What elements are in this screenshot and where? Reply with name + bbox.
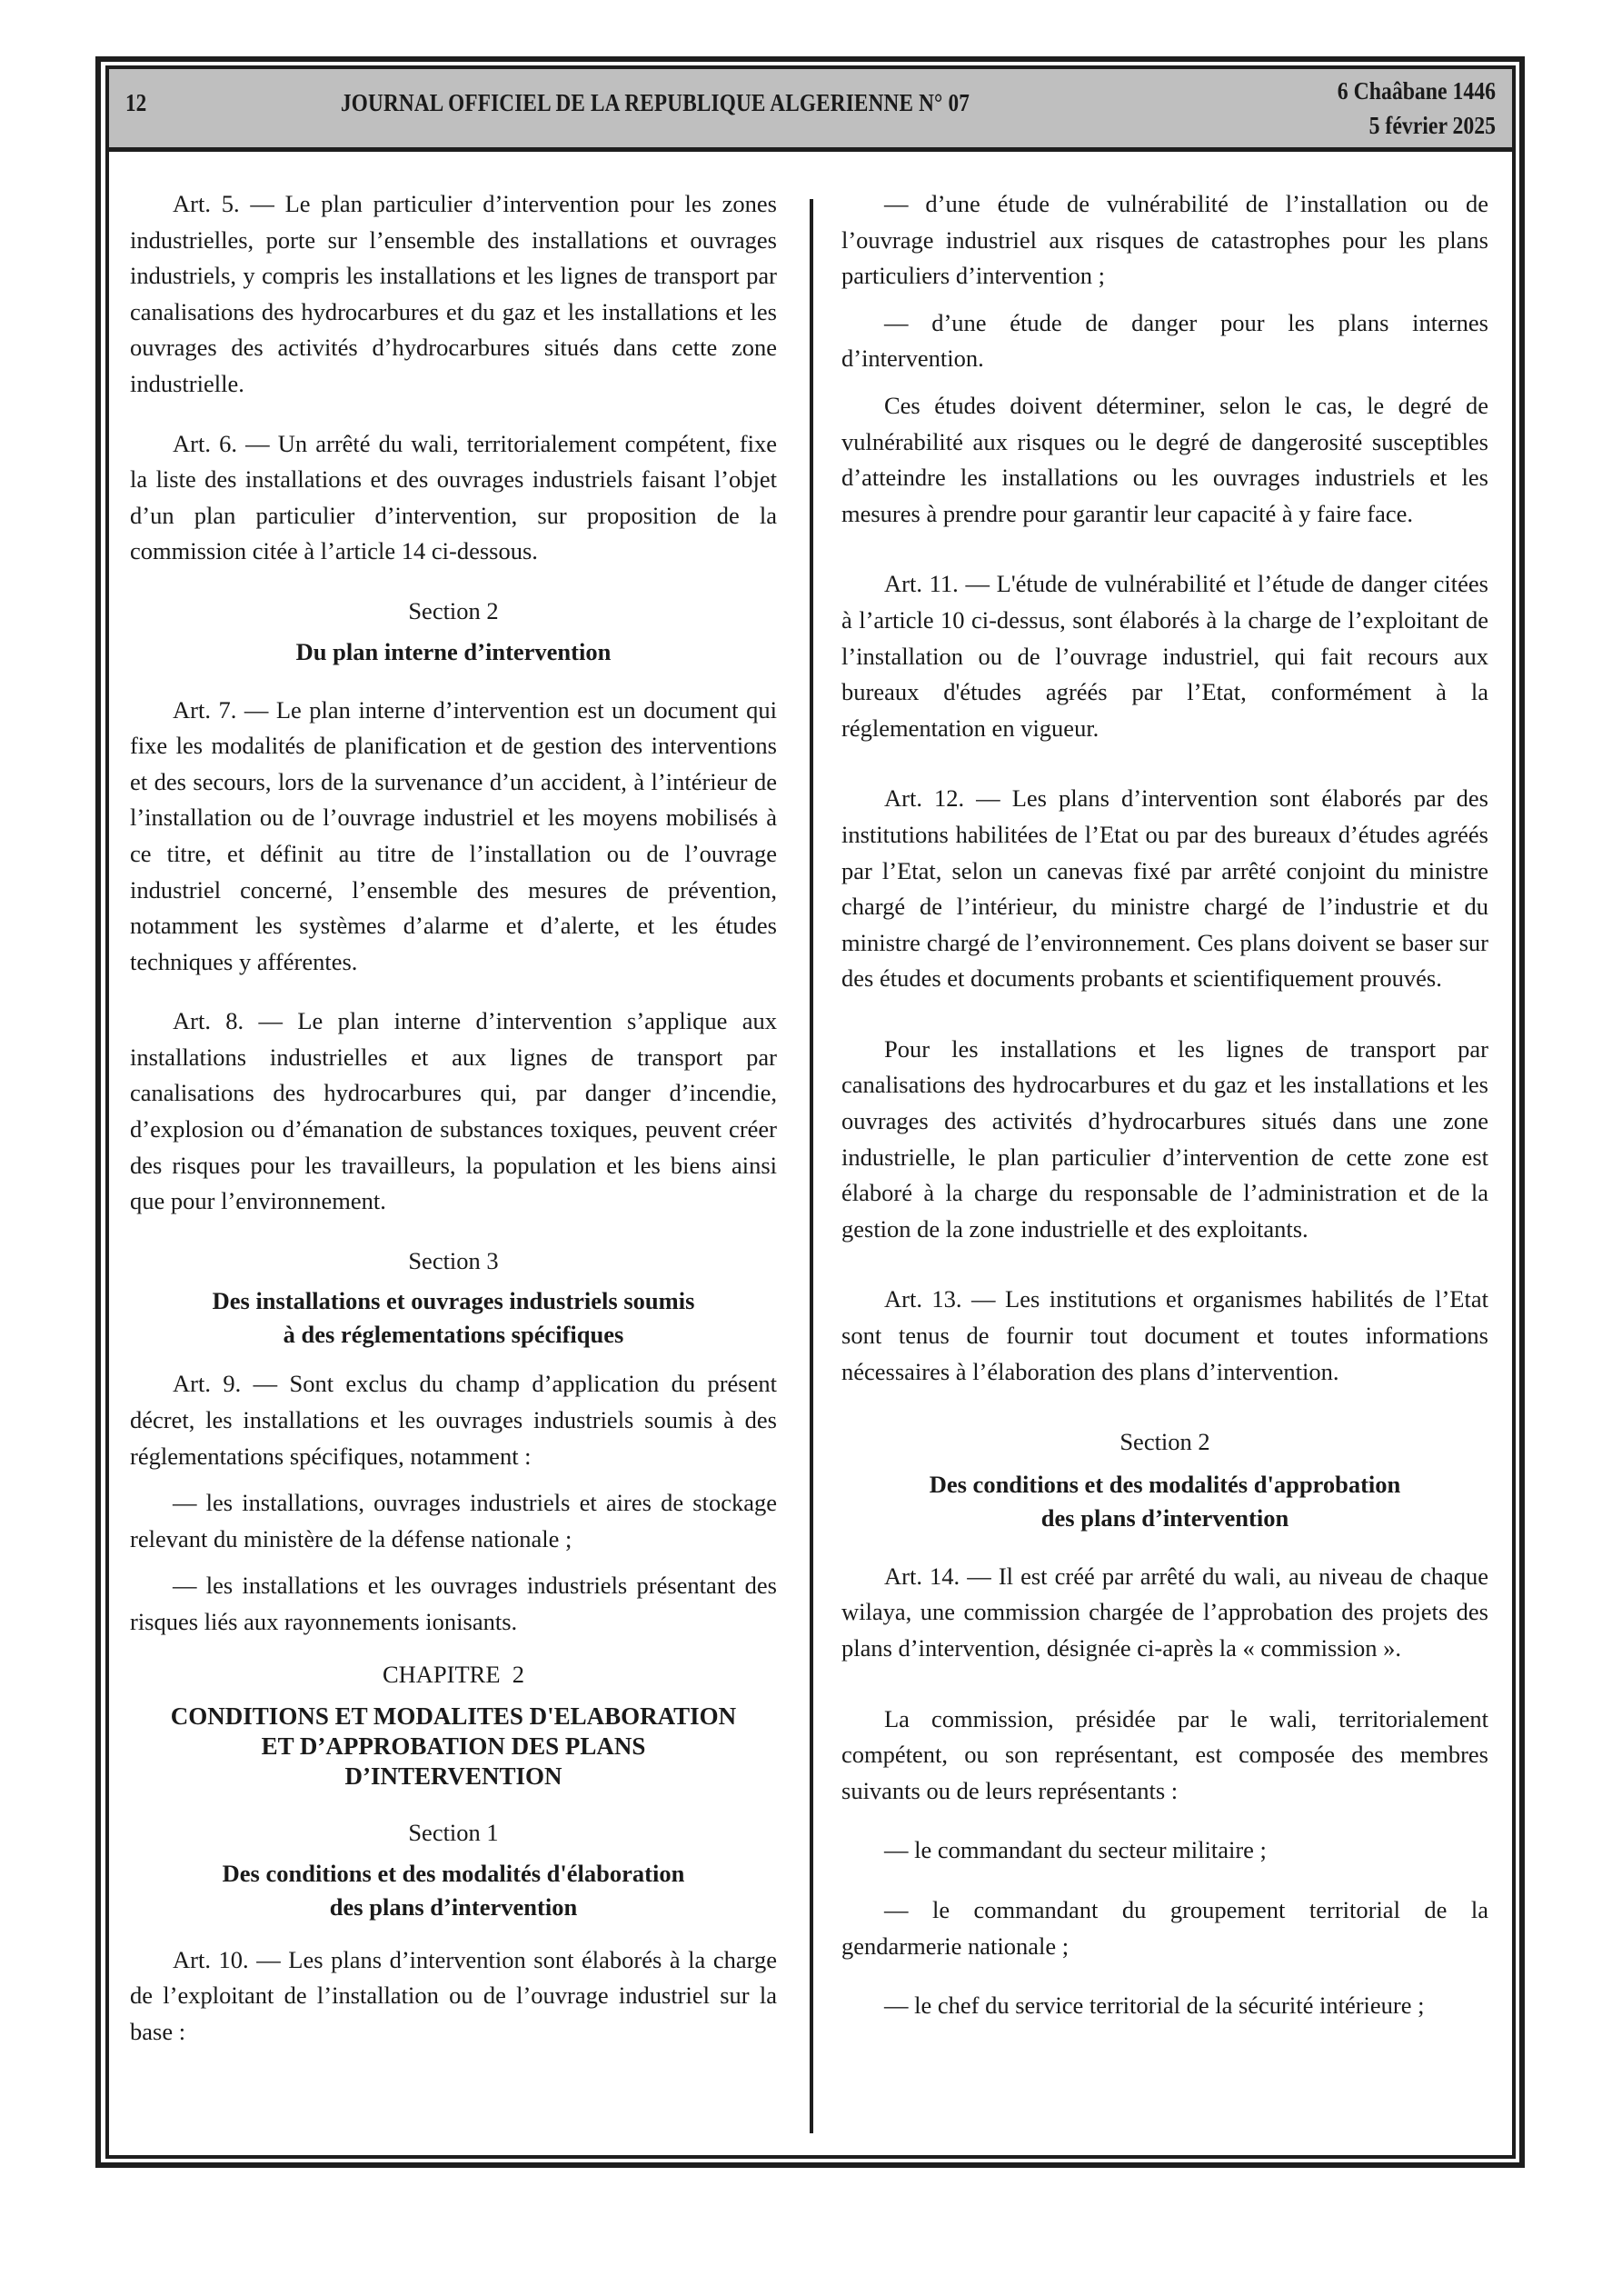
gregorian-date: 5 février 2025 — [1368, 112, 1496, 139]
chapter-title-line-3: D’INTERVENTION — [344, 1762, 562, 1791]
article-8: Art. 8. — Le plan interne d’intervention s’applique aux installations industrielles et aux lignes de transport par canalisations des hydrocarbures qui, par danger d’incendie, d’explosion ou d’émanation de substances toxiques, peuvent créer des risques pour les travailleurs, la population et les biens ainsi que pour l’environnement. — [130, 1007, 777, 1215]
section-2-title-line-2-right: des plans d’intervention — [1040, 1503, 1289, 1532]
section-3-title-line-1: Des installations et ouvrages industriels soumis — [212, 1287, 695, 1315]
section-2-label-right: Section 2 — [1119, 1428, 1210, 1456]
chapter-title-line-2: ET D’APPROBATION DES PLANS — [261, 1732, 646, 1761]
section-2-label: Section 2 — [408, 596, 499, 624]
section-2-title-line-1-right: Des conditions et des modalités d'approbation — [929, 1470, 1401, 1498]
left-column — [130, 186, 777, 2051]
article-13: Art. 13. — Les institutions et organismes habilités de l’Etat sont tenus de fournir tout document et toutes informations nécessaires à l’élaboration des plans d’intervention. — [841, 1285, 1488, 1385]
article-10-item-1: — d’une étude de vulnérabilité de l’installation ou de l’ouvrage industriel aux risques de catastrophes pour les plans particuliers d’intervention ; — [841, 190, 1488, 290]
article-12: Art. 12. — Les plans d’intervention sont élaborés par des institutions habilitées de l’Etat ou par des bureaux d’études agréés par l’Etat, selon un canevas fixé par arrêté conjoint du ministre chargé de l’intérieur, du ministre chargé de l’industrie et du ministre chargé de l’environnement. Ces plans doivent se baser sur des études et documents probants et scientifiquement prouvés. — [841, 784, 1488, 993]
article-7: Art. 7. — Le plan interne d’intervention est un document qui fixe les modalités de planification et de gestion des interventions et des secours, lors de la survenance d’un accident, à l’intérieur de l’installation ou de l’ouvrage industriel et les moyens mobilisés à ce titre, et définit au titre de l’installation ou de l’ouvrage industriel concerné, l’ensemble des mesures de prévention, notamment les systèmes d’alarme et d’alerte, et les études techniques y afférentes. — [130, 695, 777, 975]
article-14-item-1: — le commandant du secteur militaire ; — [884, 1836, 1267, 1864]
article-14-item-2: — le commandant du groupement territorial de la gendarmerie nationale ; — [841, 1895, 1488, 1960]
article-10-paragraph: Ces études doivent déterminer, selon le cas, le degré de vulnérabilité aux risques ou le degré de dangerosité susceptibles d’atteindre les installations ou les ouvrages industriels et les mesures à prendre pour garantir leur capacité à y faire face. — [841, 391, 1488, 527]
section-3-title-line-2: à des réglementations spécifiques — [283, 1321, 624, 1349]
chapter-title-line-1: CONDITIONS ET MODALITES D'ELABORATION — [170, 1702, 737, 1731]
issue-dates — [1316, 74, 1496, 143]
article-12-paragraph: Pour les installations et les lignes de transport par canalisations des hydrocarbures et du gaz et les installations et les ouvrages des activités d’hydrocarbures situés dans une zone industrielle, le plan particulier d’intervention de cette zone est élaboré à la charge du responsable de l’administration et de la gestion de la zone industrielle et des exploitants. — [841, 1034, 1488, 1243]
right-column — [841, 186, 1488, 2024]
chapter-label: CHAPITRE 2 — [382, 1660, 525, 1688]
article-14-paragraph: La commission, présidée par le wali, territorialement compétent, ou son représentant, est composée des membres suivants ou de leurs représentants : — [841, 1704, 1488, 1804]
section-2-title: Du plan interne d’intervention — [295, 637, 612, 665]
article-14-item-3: — le chef du service territorial de la sécurité intérieure ; — [884, 1992, 1425, 2020]
section-1-title-line-1: Des conditions et des modalités d'élaboration — [222, 1859, 685, 1887]
article-14: Art. 14. — Il est créé par arrêté du wali, au niveau de chaque wilaya, une commission chargée de l’approbation des projets des plans d’intervention, désignée ci-après la « commission ». — [841, 1562, 1488, 1662]
section-1-title-line-2: des plans d’intervention — [329, 1892, 578, 1921]
article-9-item-1: — les installations, ouvrages industriels et aires de stockage relevant du ministère de la défense nationale ; — [130, 1489, 777, 1552]
section-1-label: Section 1 — [408, 1819, 499, 1847]
hijri-date: 6 Chaâbane 1446 — [1337, 77, 1496, 105]
article-5: Art. 5. — Le plan particulier d’intervention pour les zones industrielles, porte sur l’ensemble des installations et ouvrages industriels, y compris les installations et les lignes de transport par canalisations des hydrocarbures et du gaz et les installations et les ouvrages des activités d’hydrocarbures situés dans cette zone industrielle. — [130, 190, 777, 397]
article-11: Art. 11. — L'étude de vulnérabilité et l’étude de danger citées à l’article 10 ci-dessus, sont élaborés à la charge de l’exploitant de l’installation ou de l’ouvrage industriel, qui fait recours aux bureaux d'études agréés par l’Etat, conformément à la réglementation en vigueur. — [841, 570, 1488, 742]
article-10: Art. 10. — Les plans d’intervention sont élaborés à la charge de l’exploitant de l’installation ou de l’ouvrage industriel sur la base : — [130, 1945, 777, 2045]
article-9-item-2: — les installations et les ouvrages industriels présentant des risques liés aux rayonnements ionisants. — [130, 1572, 777, 1635]
journal-title: JOURNAL OFFICIEL DE LA REPUBLIQUE ALGERIENNE N° 07 — [341, 89, 970, 116]
page-number: 12 — [125, 89, 147, 116]
article-10-item-2: — d’une étude de danger pour les plans internes d’intervention. — [841, 308, 1488, 373]
column-divider — [810, 199, 813, 2133]
article-9: Art. 9. — Sont exclus du champ d’application du présent décret, les installations et les ouvrages industriels soumis à des réglementations spécifiques, notamment : — [130, 1370, 777, 1470]
section-3-label: Section 3 — [408, 1246, 499, 1274]
article-6: Art. 6. — Un arrêté du wali, territorialement compétent, fixe la liste des installations et des ouvrages industriels faisant l’objet d’un plan particulier d’intervention, sur proposition de la commission citée à l’article 14 ci-dessous. — [130, 429, 777, 565]
journal-header — [109, 69, 1512, 152]
